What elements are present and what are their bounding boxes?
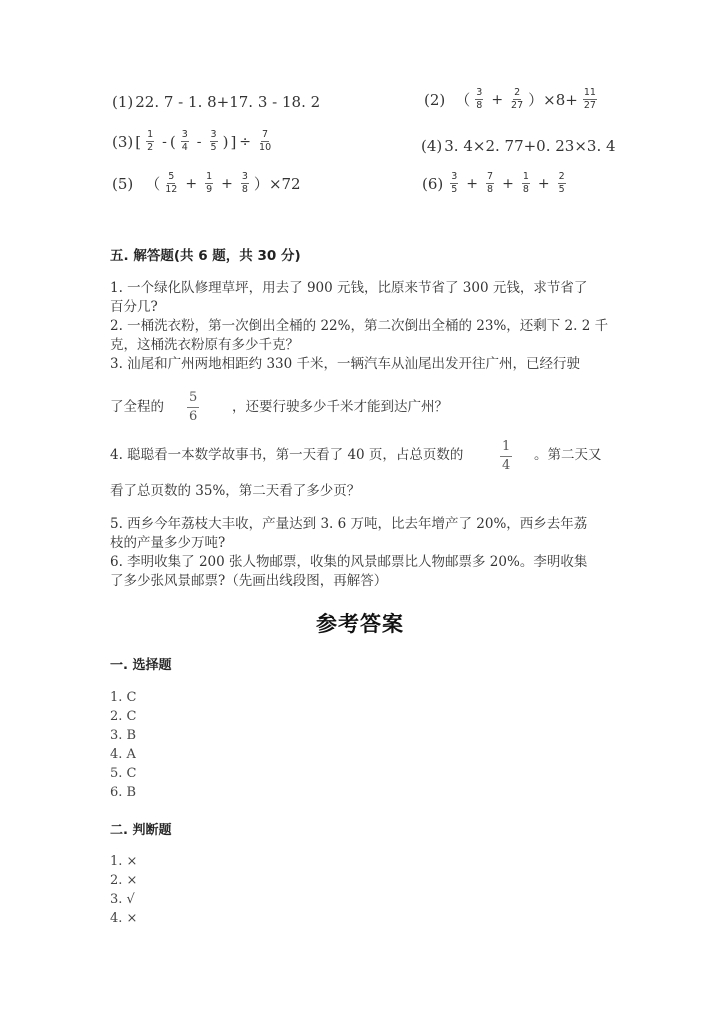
denominator: 8: [487, 184, 494, 195]
judge-answer-2: 2. ×: [110, 873, 138, 888]
denominator: 2: [147, 142, 154, 153]
choice-answer-3: 3. B: [110, 728, 137, 743]
q5-line-2: 枝的产量多少万吨?: [110, 535, 226, 551]
denominator: 27: [511, 100, 524, 111]
answer-key-title: 参考答案: [316, 612, 404, 636]
numerator: 1: [206, 171, 213, 182]
numerator: 7: [487, 171, 494, 182]
minus-sign: -: [196, 133, 202, 150]
numerator: 5: [168, 171, 175, 182]
numerator: 5: [187, 391, 199, 408]
calc-2-frac-2: [511, 88, 523, 111]
numerator: 3: [241, 171, 248, 182]
section-5-title: 五. 解答题(共 6 题，共 30 分): [110, 248, 301, 264]
choice-answer-4: 4. A: [110, 747, 136, 762]
denominator: 4: [502, 458, 511, 473]
denominator: 5: [451, 184, 458, 195]
q6-line-2: 了多少张风景邮票?（先画出线段图，再解答）: [110, 573, 388, 589]
numerator: 3: [181, 129, 188, 140]
q5-line-1: 5. 西乡今年荔枝大丰收，产量达到 3. 6 万吨，比去年增产了 20%，西乡去年荔: [110, 516, 588, 532]
choice-answer-1: 1. C: [110, 690, 137, 705]
calc-6-frac-1: [450, 172, 458, 195]
choice-answer-5: 5. C: [110, 766, 137, 781]
calc-1: [112, 93, 320, 111]
calc-4-id: (4): [421, 137, 443, 155]
denominator: 8: [476, 100, 483, 111]
right-paren: ): [222, 132, 229, 151]
denominator: 8: [241, 184, 248, 195]
denominator: 9: [206, 184, 213, 195]
calc-2-id: (2): [424, 90, 446, 109]
numerator: 1: [500, 440, 512, 457]
calc-5-id: (5): [112, 174, 134, 193]
calc-5-tail: ×72: [268, 174, 301, 193]
q1-line-2: 百分几?: [110, 299, 158, 315]
calc-3-frac-4: [259, 130, 271, 153]
q4-line-1-post: 。第二天又: [534, 447, 602, 463]
numerator: 3: [210, 129, 217, 140]
numerator: 3: [451, 171, 458, 182]
numerator: 7: [262, 129, 269, 140]
choice-answer-6: 6. B: [110, 785, 137, 800]
judge-answers: [110, 852, 137, 928]
minus-sign: -: [162, 133, 167, 150]
denominator: 12: [165, 184, 178, 195]
judge-answer-1: 1. ×: [110, 854, 138, 869]
q3-line-2-pre: 了全程的: [110, 399, 164, 415]
calc-2-lparen: （: [455, 91, 471, 109]
left-bracket: [: [135, 132, 142, 151]
q4-line-2: 看了总页数的 35%，第二天看了多少页？: [110, 483, 361, 499]
numerator: 1: [522, 171, 529, 182]
calc-5-frac-3: [241, 172, 249, 195]
q4-fraction: [500, 440, 512, 473]
calc-6-frac-2: [486, 172, 494, 195]
plus-sign: +: [502, 175, 514, 192]
calc-4: [421, 137, 616, 155]
calc-2: [424, 88, 602, 111]
calc-6-id: (6): [422, 174, 444, 193]
q6-line-1: 6. 李明收集了 200 张人物邮票，收集的风景邮票比人物邮票多 20%。李明收集: [110, 554, 588, 570]
denominator: 6: [189, 409, 198, 424]
calc-2-frac-3: [583, 88, 597, 111]
choice-answer-2: 2. C: [110, 709, 137, 724]
denominator: 5: [558, 184, 565, 195]
calc-6-frac-4: [558, 172, 566, 195]
denominator: 5: [210, 142, 217, 153]
plus-sign: +: [537, 175, 550, 192]
denominator: 8: [522, 184, 529, 195]
plus-sign: +: [466, 175, 479, 192]
numerator: 2: [558, 171, 565, 182]
calc-6: [422, 172, 571, 195]
judge-answer-3: 3. √: [110, 892, 135, 907]
calc-2-frac-1: [475, 88, 483, 111]
choice-section-title: 一. 选择题: [110, 658, 172, 673]
q4-line-1-pre: 4. 聪聪看一本数学故事书，第一天看了 40 页，占总页数的: [110, 447, 464, 463]
choice-answers: [110, 688, 136, 802]
numerator: 3: [476, 87, 483, 98]
denominator: 27: [583, 100, 596, 111]
calc-2-rparen: ）: [528, 91, 544, 109]
divide-sign: ÷: [239, 133, 252, 150]
numerator: 11: [583, 87, 596, 98]
denominator: 10: [259, 142, 272, 153]
calc-5: [112, 172, 301, 195]
plus-sign: +: [221, 175, 233, 192]
calc-3-id: (3): [112, 132, 134, 151]
judge-answer-4: 4. ×: [110, 911, 138, 926]
q3-fraction: [187, 391, 199, 424]
plus-sign: +: [185, 175, 198, 192]
q3-line-2-post: ，还要行驶多少千米才能到达广州？: [232, 399, 448, 415]
q2-line-2: 克，这桶洗衣粉原有多少千克？: [110, 337, 299, 353]
calc-5-frac-2: [205, 172, 213, 195]
calc-6-frac-3: [522, 172, 530, 195]
calc-1-expr: 22. 7 - 1. 8+17. 3 - 18. 2: [135, 93, 321, 111]
q2-line-1: 2. 一桶洗衣粉，第一次倒出全桶的 22%，第二次倒出全桶的 23%，还剩下 2. 2 千: [110, 318, 609, 334]
q1-line-1: 1. 一个绿化队修理草坪，用去了 900 元钱，比原来节省了 300 元钱，求节省了: [110, 280, 588, 296]
calc-4-expr: 3. 4×2. 77+0. 23×3. 4: [444, 137, 616, 155]
q3-line-1: 3. 汕尾和广州两地相距约 330 千米，一辆汽车从汕尾出发开往广州，已经行驶: [110, 356, 581, 372]
denominator: 4: [181, 142, 188, 153]
plus-sign: +: [491, 91, 504, 108]
calc-5-lparen: （: [145, 175, 161, 193]
judge-section-title: 二. 判断题: [110, 823, 172, 838]
calc-3-frac-1: [146, 130, 154, 153]
calc-2-mid: ×8+: [543, 90, 578, 109]
numerator: 1: [147, 129, 154, 140]
calc-5-rparen: ）: [253, 175, 269, 193]
left-paren: (: [169, 132, 176, 151]
calc-3-frac-3: [210, 130, 218, 153]
numerator: 2: [514, 87, 521, 98]
calc-3-frac-2: [181, 130, 189, 153]
calc-3: [112, 130, 276, 153]
calc-5-frac-1: [165, 172, 177, 195]
right-bracket: ]: [230, 132, 237, 151]
calc-1-id: (1): [112, 93, 134, 111]
